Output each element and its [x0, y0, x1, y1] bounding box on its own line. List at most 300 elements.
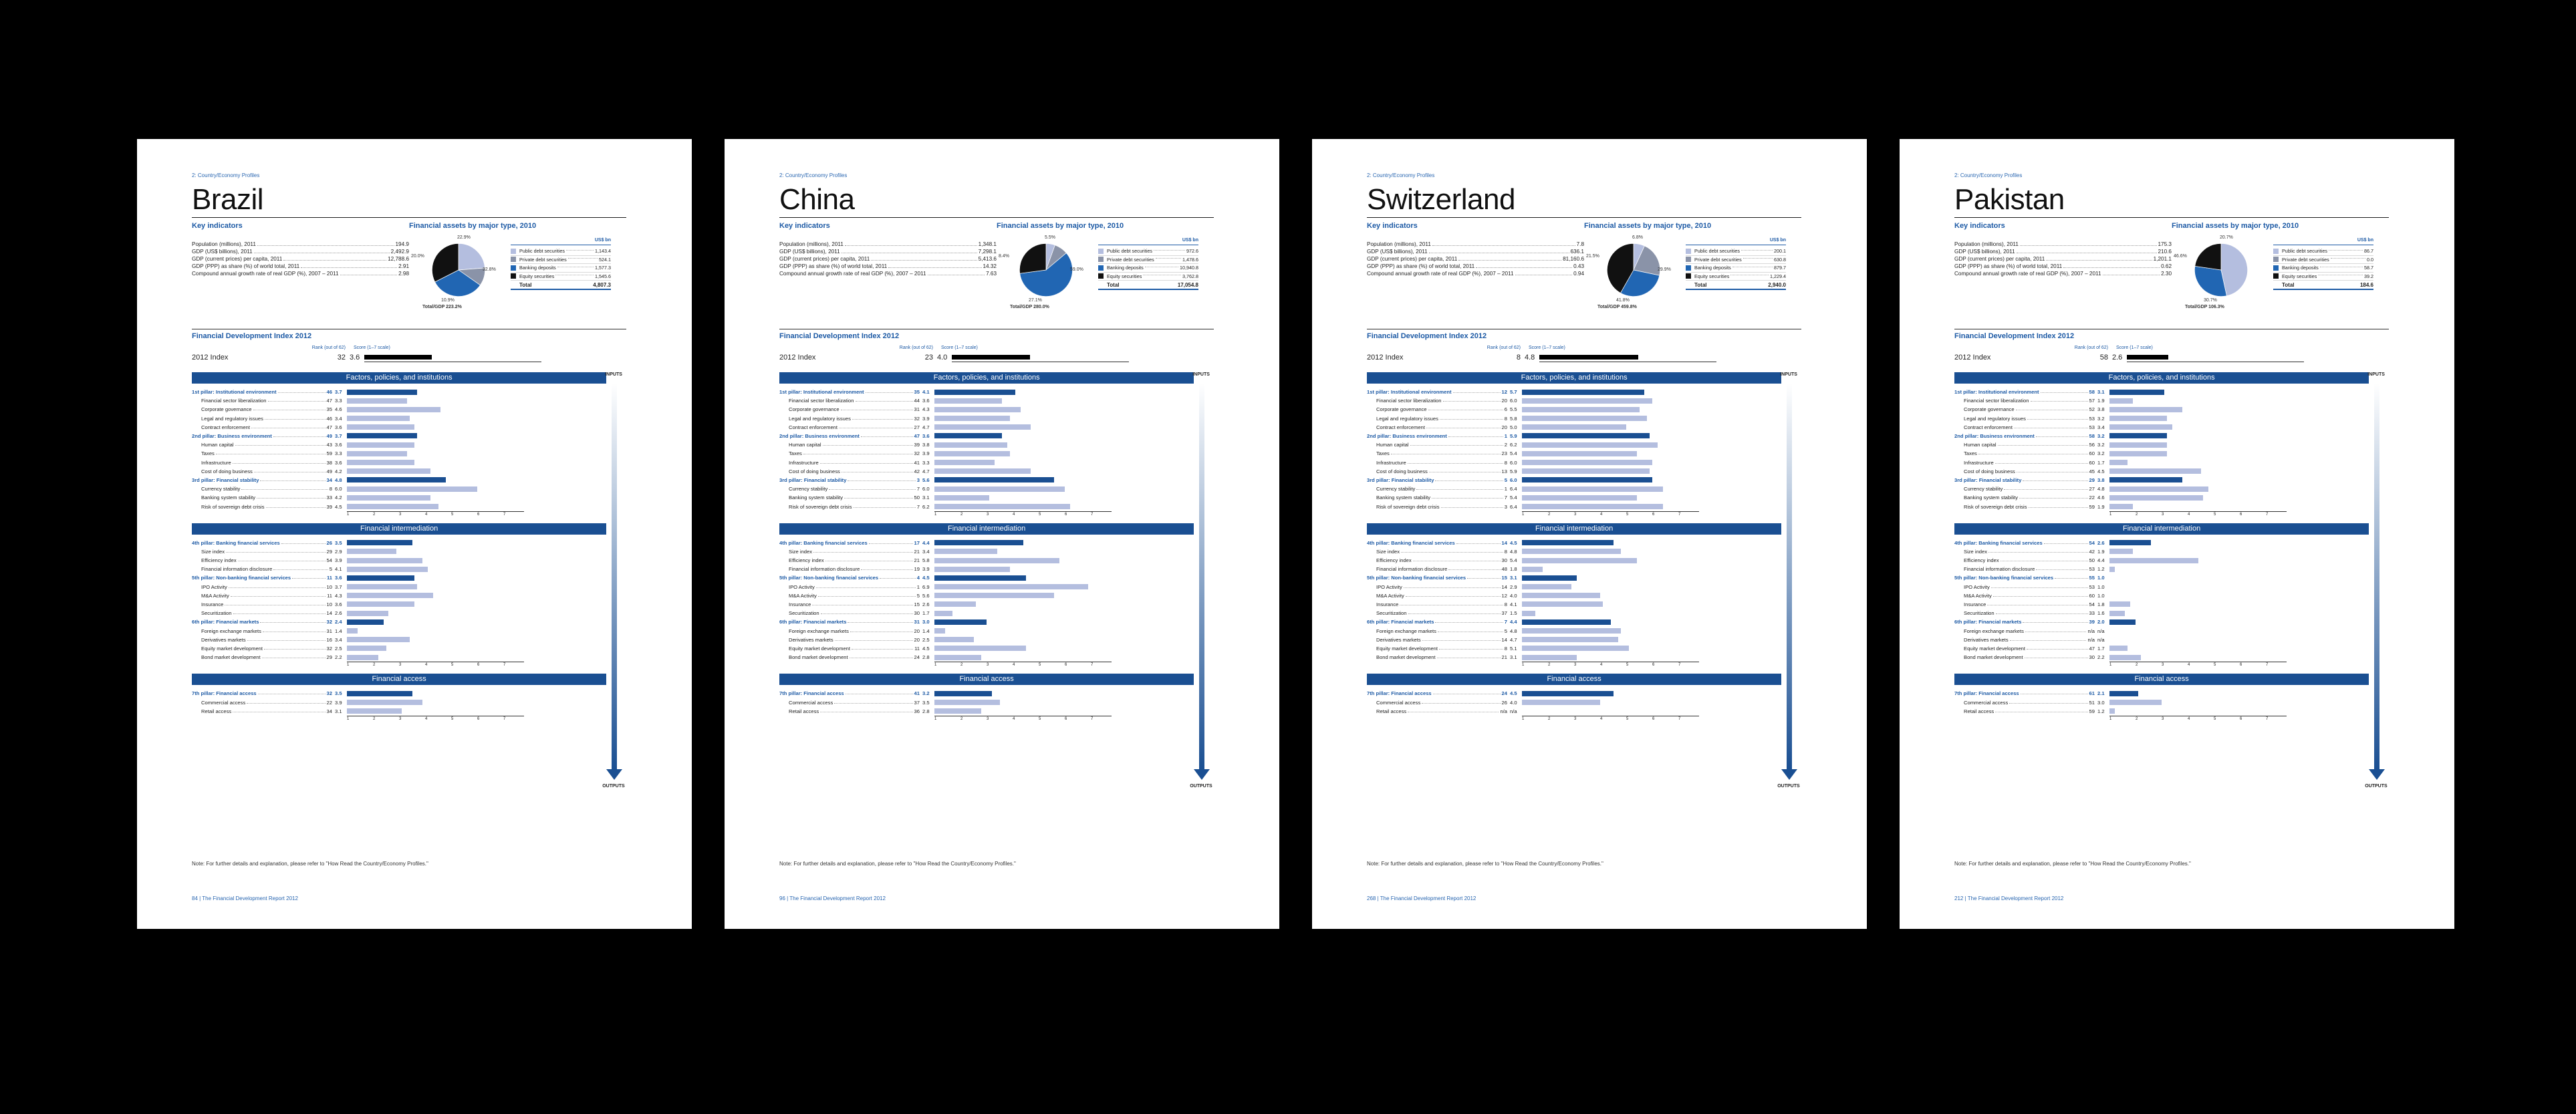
fdi-summary	[1367, 329, 1801, 363]
indicator-label: Compound annual growth rate of real GDP (%), 2007 – 2011	[192, 271, 339, 277]
pillar-row	[1367, 539, 1781, 547]
indicator-score-bar	[2109, 486, 2208, 492]
indicator-label: GDP (current prices) per capita, 2011	[192, 256, 283, 262]
section-band: Financial access	[1954, 674, 2369, 685]
axis-tick: 6	[1065, 512, 1067, 517]
row-label: Size index	[1376, 548, 1400, 555]
row-label: Infrastructure	[1964, 459, 1994, 466]
indicator-score-bar	[2109, 611, 2125, 616]
row-rank: 53	[2089, 566, 2095, 573]
axis-tick: 6	[2240, 512, 2242, 517]
legend-value: 86.7	[2364, 248, 2373, 255]
country-title: China	[779, 183, 855, 216]
indicator-row	[779, 627, 1194, 636]
index-score: 3.6	[350, 354, 360, 362]
key-indicators	[779, 222, 997, 323]
row-score: 6.0	[922, 486, 930, 493]
row-label: Financial sector liberalization	[1964, 398, 2029, 404]
score-header: Score (1–7 scale)	[941, 345, 978, 350]
row-label: 4th pillar: Banking financial services	[1367, 539, 1455, 546]
inputs-outputs-arrow	[2365, 368, 2389, 789]
score-header: Score (1–7 scale)	[2116, 345, 2153, 350]
indicator-value: 175.3	[2158, 241, 2172, 247]
row-label: Foreign exchange markets	[201, 628, 261, 634]
indicator-row	[779, 414, 1194, 423]
indicator-row	[1367, 484, 1781, 493]
indicator-value: 210.6	[2158, 249, 2172, 255]
row-label: Bond market development	[789, 654, 848, 661]
indicator-row	[1367, 241, 1584, 248]
pillar-score-bar	[1522, 619, 1611, 625]
key-indicators	[192, 222, 409, 323]
row-rank: n/a	[2087, 628, 2095, 634]
row-score: 4.5	[922, 575, 930, 581]
axis-tick: 6	[2240, 716, 2242, 721]
legend-value: 972.6	[1186, 248, 1198, 255]
row-rank: 5	[1504, 628, 1507, 634]
indicator-score-bar	[2109, 451, 2167, 456]
row-score: 1.8	[1510, 566, 1517, 573]
index-label: 2012 Index	[779, 354, 816, 362]
axis-tick: 4	[1600, 663, 1603, 668]
row-rank: 24	[914, 654, 920, 661]
row-rank: 23	[1501, 450, 1507, 457]
row-rank: 27	[2089, 486, 2095, 493]
indicator-score-bar	[347, 700, 422, 705]
indicator-row	[1954, 241, 2172, 248]
key-indicators-title: Key indicators	[192, 222, 243, 230]
row-label: Cost of doing business	[789, 468, 840, 474]
row-label: Equity market development	[1964, 645, 2026, 652]
row-score: 2.1	[2097, 690, 2105, 697]
indicator-row	[1954, 653, 2369, 662]
scale-axis	[1522, 716, 1699, 724]
indicator-row	[192, 458, 606, 467]
indicator-value: 0.94	[1573, 271, 1584, 277]
indicator-label: GDP (current prices) per capita, 2011	[1954, 256, 2045, 262]
indicator-row	[192, 644, 606, 653]
index-label: 2012 Index	[1367, 354, 1404, 362]
scale-axis	[2109, 716, 2287, 724]
row-score: 4.5	[1510, 690, 1517, 697]
row-rank: 58	[2089, 389, 2095, 396]
pillar-score-bar	[934, 540, 1023, 545]
row-label: Insurance	[201, 601, 224, 608]
indicator-row	[779, 255, 997, 263]
row-score: 3.2	[922, 690, 930, 697]
row-label: M&A Activity	[789, 592, 817, 599]
row-rank: 1	[1504, 486, 1507, 493]
row-rank: n/a	[1500, 708, 1507, 714]
row-score: 3.4	[335, 415, 342, 422]
row-label: Commercial access	[789, 699, 833, 706]
row-score: 3.9	[922, 566, 930, 573]
legend-swatch	[1098, 273, 1104, 279]
row-rank: 24	[1501, 690, 1507, 697]
row-label: 2nd pillar: Business environment	[1954, 433, 2035, 440]
row-label: Risk of sovereign debt crisis	[1964, 503, 2027, 510]
row-score: 4.6	[335, 406, 342, 413]
row-label: Risk of sovereign debt crisis	[201, 503, 265, 510]
financial-assets-title: Financial assets by major type, 2010	[1584, 222, 1712, 230]
axis-tick: 1	[2109, 512, 2112, 517]
row-rank: 22	[326, 699, 332, 706]
indicator-row	[1954, 449, 2369, 458]
asset-pie-chart	[1017, 241, 1075, 299]
row-rank: 47	[326, 398, 332, 404]
axis-tick: 1	[347, 663, 350, 668]
indicator-label: Population (millions), 2011	[192, 241, 256, 247]
axis-tick: 3	[399, 512, 402, 517]
row-rank: 41	[914, 459, 920, 466]
section-band: Financial access	[192, 674, 606, 685]
indicator-row	[192, 627, 606, 636]
indicator-row	[1367, 493, 1781, 502]
legend-swatch	[1686, 273, 1691, 279]
row-rank: 59	[2089, 708, 2095, 714]
row-rank: 16	[326, 636, 332, 643]
axis-tick: 1	[1522, 716, 1525, 721]
row-score: 2.2	[335, 654, 342, 661]
legend-value: 200.1	[1774, 248, 1786, 255]
row-label: Efficiency index	[789, 557, 824, 564]
indicator-row	[192, 653, 606, 662]
axis-tick: 5	[1626, 512, 1629, 517]
indicator-row	[779, 636, 1194, 644]
pillar-score-bar	[2109, 540, 2151, 545]
row-score: 4.6	[2097, 495, 2105, 501]
row-label: 5th pillar: Non-banking financial services	[192, 575, 291, 581]
pillar-row	[1954, 388, 2369, 396]
axis-tick: 4	[1600, 716, 1603, 721]
row-rank: 14	[326, 610, 332, 617]
row-score: 1.0	[2097, 583, 2105, 590]
row-score: 3.9	[922, 450, 930, 457]
pie-slice	[1019, 243, 1046, 273]
indicator-score-bar	[934, 611, 952, 616]
row-rank: 12	[1501, 592, 1507, 599]
row-label: Bond market development	[1376, 654, 1436, 661]
row-score: 6.9	[922, 583, 930, 590]
row-score: 3.7	[335, 433, 342, 440]
row-label: Taxes	[201, 450, 215, 457]
axis-tick: 7	[1091, 663, 1093, 668]
fdi-title: Financial Development Index 2012	[1954, 332, 2075, 340]
row-score: 1.7	[2097, 459, 2105, 466]
indicator-row	[1367, 636, 1781, 644]
row-score: n/a	[1510, 708, 1517, 714]
indicator-row	[1367, 547, 1781, 556]
pillar-score-bar	[2109, 691, 2138, 696]
indicator-value: 5,413.6	[978, 256, 997, 262]
row-label: 7th pillar: Financial access	[1954, 690, 2019, 697]
row-rank: 26	[1501, 699, 1507, 706]
row-score: 3.6	[335, 459, 342, 466]
asset-legend	[2273, 247, 2373, 290]
row-label: IPO Activity	[1376, 583, 1402, 590]
indicator-row	[779, 449, 1194, 458]
indicator-label: GDP (PPP) as share (%) of world total, 2011	[1367, 263, 1475, 269]
row-rank: 53	[2089, 415, 2095, 422]
scale-axis	[2109, 511, 2287, 519]
row-label: Retail access	[789, 708, 819, 714]
index-row	[192, 352, 626, 363]
row-score: 3.6	[335, 601, 342, 608]
row-label: Legal and regulatory issues	[201, 415, 263, 422]
indicator-value: 636.1	[1570, 249, 1584, 255]
axis-tick: 4	[1013, 716, 1015, 721]
rank-header: Rank (out of 62)	[899, 345, 933, 350]
row-rank: 50	[2089, 557, 2095, 564]
indicator-score-bar	[2109, 442, 2167, 448]
report-page	[1312, 139, 1867, 929]
indicator-value: 14.32	[983, 263, 997, 269]
row-rank: 30	[2089, 654, 2095, 661]
indicator-score-bar	[347, 468, 430, 474]
units-label: US$ bn	[511, 238, 611, 245]
pillar-score-bar	[347, 540, 412, 545]
indicator-row	[1954, 556, 2369, 565]
row-score: 6.0	[1510, 459, 1517, 466]
legend-label: Equity securities	[2282, 273, 2317, 279]
rank-header: Rank (out of 62)	[2074, 345, 2108, 350]
row-rank: 7	[916, 486, 920, 493]
fdi-title: Financial Development Index 2012	[1367, 332, 1487, 340]
row-label: 5th pillar: Non-banking financial services	[1954, 575, 2054, 581]
indicator-score-bar	[2109, 655, 2141, 660]
outputs-label: OUTPUTS	[1190, 784, 1212, 789]
row-score: 1.4	[922, 628, 930, 634]
axis-tick: 5	[451, 716, 454, 721]
row-score: 4.4	[2097, 557, 2105, 564]
row-rank: 35	[914, 389, 920, 396]
row-score: 3.1	[1510, 654, 1517, 661]
pillar-row	[192, 617, 606, 626]
row-label: Infrastructure	[1376, 459, 1406, 466]
legend-value: 879.7	[1774, 265, 1786, 271]
row-score: 2.5	[335, 645, 342, 652]
score-header: Score (1–7 scale)	[1529, 345, 1565, 350]
row-rank: 20	[914, 636, 920, 643]
indicator-score-bar	[347, 567, 428, 572]
indicator-row	[1367, 467, 1781, 476]
row-label: Taxes	[1964, 450, 1977, 457]
indicator-score-bar	[1522, 486, 1663, 492]
asset-legend	[1098, 247, 1198, 290]
indicator-row	[1954, 248, 2172, 255]
section-band: Financial intermediation	[1367, 523, 1781, 535]
row-label: Contract enforcement	[1376, 424, 1426, 430]
index-bar-track	[2127, 353, 2304, 362]
row-rank: 61	[2089, 690, 2095, 697]
pillar-score-bar	[934, 477, 1054, 482]
indicator-value: 81,160.6	[1563, 256, 1584, 262]
pillar-row	[192, 476, 606, 484]
axis-tick: 1	[934, 716, 937, 721]
row-rank: 4	[916, 575, 920, 581]
indicator-row	[779, 600, 1194, 609]
row-score: 1.7	[2097, 645, 2105, 652]
row-rank: 60	[2089, 459, 2095, 466]
pillar-row	[1367, 476, 1781, 484]
legend-swatch	[2273, 249, 2279, 254]
row-score: 6.2	[1510, 442, 1517, 448]
row-rank: 35	[326, 406, 332, 413]
row-label: 7th pillar: Financial access	[1367, 690, 1432, 697]
index-bar	[2127, 355, 2168, 360]
row-rank: 46	[326, 415, 332, 422]
legend-label: Equity securities	[519, 273, 555, 279]
legend-row	[2273, 256, 2373, 265]
pillar-score-bar	[934, 433, 1002, 438]
row-rank: 33	[326, 495, 332, 501]
pillar-row	[192, 432, 606, 440]
row-rank: 2	[1504, 442, 1507, 448]
axis-tick: 1	[347, 512, 350, 517]
asset-legend	[511, 247, 611, 290]
pillar-score-bar	[934, 691, 992, 696]
row-label: Commercial access	[1376, 699, 1421, 706]
row-label: Equity market development	[201, 645, 263, 652]
indicator-score-bar	[1522, 611, 1535, 616]
pillar-score-bar	[1522, 575, 1577, 581]
row-label: Foreign exchange markets	[1376, 628, 1436, 634]
row-score: 4.3	[335, 592, 342, 599]
row-rank: 14	[1501, 583, 1507, 590]
row-rank: 49	[326, 468, 332, 474]
axis-tick: 3	[2162, 663, 2164, 668]
pie-percent-label: 8.4%	[999, 254, 1009, 259]
indicator-score-bar	[934, 504, 1070, 509]
row-label: 1st pillar: Institutional environment	[1367, 389, 1452, 396]
arrow-down-icon	[606, 769, 622, 780]
row-score: 5.7	[1510, 389, 1517, 396]
indicator-label: GDP (US$ billions), 2011	[1954, 249, 2015, 255]
legend-swatch	[511, 265, 516, 271]
indicator-row	[1367, 405, 1781, 414]
axis-tick: 5	[1039, 512, 1041, 517]
row-score: 6.4	[1510, 503, 1517, 510]
pillar-row	[1954, 617, 2369, 626]
row-rank: 32	[914, 450, 920, 457]
indicator-label: Population (millions), 2011	[1367, 241, 1431, 247]
row-rank: 43	[326, 442, 332, 448]
row-label: Financial sector liberalization	[789, 398, 854, 404]
row-label: Banking system stability	[1964, 495, 2019, 501]
legend-label: Public debt securities	[1107, 248, 1152, 255]
row-label: 1st pillar: Institutional environment	[192, 389, 277, 396]
rank-header: Rank (out of 62)	[311, 345, 346, 350]
indicator-row	[192, 449, 606, 458]
pie-percent-label: 30.7%	[2204, 298, 2217, 303]
pillar-section	[1954, 372, 2369, 519]
scale-axis	[934, 662, 1112, 670]
legend-swatch	[511, 257, 516, 262]
scale-axis	[1522, 511, 1699, 519]
indicator-label: Compound annual growth rate of real GDP (%), 2007 – 2011	[1954, 271, 2101, 277]
indicator-row	[1367, 653, 1781, 662]
indicator-row	[779, 484, 1194, 493]
legend-row	[1686, 264, 1786, 273]
axis-tick: 2	[960, 716, 963, 721]
outputs-label: OUTPUTS	[1777, 784, 1800, 789]
row-rank: 13	[1501, 468, 1507, 474]
row-label: 4th pillar: Banking financial services	[192, 539, 280, 546]
indicator-score-bar	[1522, 549, 1621, 554]
axis-tick: 5	[2214, 663, 2216, 668]
row-rank: 46	[326, 389, 332, 396]
legend-label: Equity securities	[1107, 273, 1142, 279]
axis-tick: 6	[1065, 716, 1067, 721]
asset-legend	[1686, 247, 1786, 290]
indicator-row	[1367, 449, 1781, 458]
axis-tick: 2	[373, 663, 376, 668]
indicator-score-bar	[934, 655, 981, 660]
indicator-score-bar	[2109, 549, 2133, 554]
indicator-value: 2.98	[398, 271, 409, 277]
asset-pie-chart	[429, 241, 488, 299]
key-indicators	[1367, 222, 1584, 323]
indicator-row	[779, 423, 1194, 432]
indicator-value: 194.9	[395, 241, 409, 247]
pillar-score-bar	[934, 390, 1015, 395]
axis-tick: 4	[2188, 716, 2190, 721]
index-bar	[364, 355, 432, 360]
row-rank: 58	[2089, 433, 2095, 440]
footnote: Note: For further details and explanation, please refer to "How Read the Country/Economy Profiles."	[192, 861, 428, 867]
indicator-score-bar	[934, 407, 1021, 412]
indicator-row	[1367, 627, 1781, 636]
row-label: IPO Activity	[1964, 583, 1990, 590]
legend-value: 630.8	[1774, 256, 1786, 263]
row-rank: 14	[1501, 539, 1507, 546]
indicator-label: GDP (US$ billions), 2011	[192, 249, 253, 255]
fdi-summary	[1954, 329, 2389, 363]
indicator-label: GDP (US$ billions), 2011	[1367, 249, 1428, 255]
scale-axis	[347, 511, 524, 519]
row-rank: 45	[2089, 468, 2095, 474]
pillar-section	[1954, 523, 2369, 670]
row-label: Foreign exchange markets	[789, 628, 849, 634]
row-label: Financial information disclosure	[789, 566, 860, 573]
row-rank: 31	[326, 628, 332, 634]
axis-tick: 2	[2136, 716, 2138, 721]
indicator-row	[192, 565, 606, 573]
row-score: 3.5	[922, 699, 930, 706]
row-label: 3rd pillar: Financial stability	[779, 476, 847, 483]
indicator-row	[779, 241, 997, 248]
pillar-section	[192, 372, 606, 519]
indicator-row	[1954, 591, 2369, 600]
pillar-row	[1954, 432, 2369, 440]
legend-row	[1686, 247, 1786, 256]
row-score: 4.7	[1510, 636, 1517, 643]
indicator-score-bar	[347, 628, 358, 634]
indicator-score-bar	[1522, 451, 1637, 456]
indicator-label: GDP (current prices) per capita, 2011	[779, 256, 870, 262]
row-label: 2nd pillar: Business environment	[779, 433, 860, 440]
row-label: Risk of sovereign debt crisis	[1376, 503, 1440, 510]
indicator-value: 7.8	[1576, 241, 1584, 247]
row-score: 2.5	[922, 636, 930, 643]
row-rank: 20	[1501, 398, 1507, 404]
row-score: 3.2	[2097, 442, 2105, 448]
row-label: Size index	[1964, 548, 1988, 555]
row-rank: 8	[329, 486, 332, 493]
axis-tick: 5	[1626, 716, 1629, 721]
report-page	[1900, 139, 2454, 929]
row-label: 1st pillar: Institutional environment	[1954, 389, 2039, 396]
